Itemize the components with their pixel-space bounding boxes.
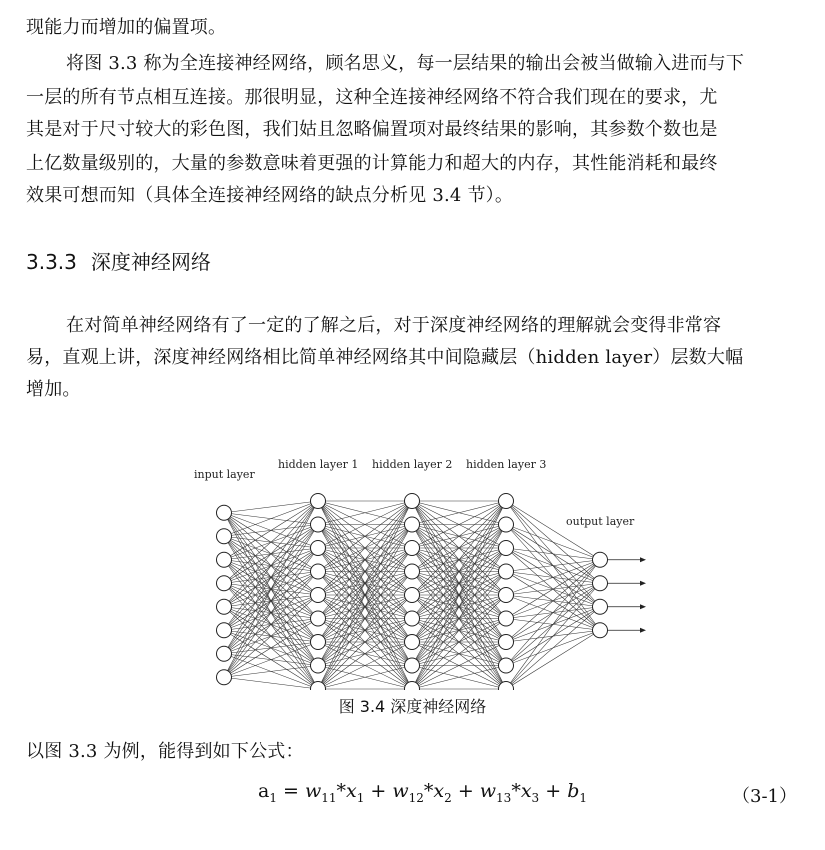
formula-lhs-sub: 1 (269, 790, 277, 805)
network-node (311, 517, 326, 532)
network-edge (224, 595, 318, 677)
network-edge (224, 525, 318, 678)
network-node (311, 564, 326, 579)
network-node (499, 564, 514, 579)
network-edge (506, 607, 600, 689)
network-edge (506, 630, 600, 689)
network-edge (506, 560, 600, 642)
text-line: 将图 3.3 称为全连接神经网络，顾名思义，每一层结果的输出会被当做输入进而与下 (66, 53, 745, 74)
network-node (405, 517, 420, 532)
output-arrows (608, 557, 647, 633)
formula-input: x (520, 780, 532, 802)
network-edge (224, 666, 318, 678)
text-line: 易，直观上讲，深度神经网络相比简单神经网络其中间隐藏层（hidden layer）层数大幅 (26, 347, 744, 368)
network-edge (224, 677, 318, 689)
formula-input: x (346, 780, 357, 802)
network-edge (506, 560, 600, 572)
network-edge (506, 548, 600, 560)
network-edge (506, 583, 600, 689)
text-line: 以图 3.3 为例，能得到如下公式： (26, 741, 304, 762)
network-edge (506, 501, 600, 560)
network-node (405, 611, 420, 626)
network-edge (224, 501, 318, 536)
formula-input: x (433, 780, 445, 802)
output-arrowhead (640, 604, 646, 609)
formula-input-sub: 3 (531, 790, 540, 805)
hidden-layer-2-label: hidden layer 2 (372, 458, 453, 471)
network-node (499, 588, 514, 603)
network-node (217, 623, 232, 638)
network-node (311, 658, 326, 673)
network-edge (224, 548, 318, 677)
hidden-layer-3-label: hidden layer 3 (466, 458, 547, 471)
formula-weight-sub: 13 (496, 790, 512, 805)
text-line: 现能力而增加的偏置项。 (26, 17, 227, 38)
section-heading (26, 246, 211, 275)
network-edge (224, 619, 318, 678)
network-edge (224, 501, 318, 560)
text-line: 上亿数量级别的，大量的参数意味着更强的计算能力和超大的内存，其性能消耗和最终 (26, 153, 718, 174)
text-line: 效果可想而知（具体全连接神经网络的缺点分析见 3.4 节）。 (26, 185, 514, 206)
network-node (217, 505, 232, 520)
text-line: 一层的所有节点相互连接。那很明显，这种全连接神经网络不符合我们现在的要求，尤 (26, 87, 718, 108)
network-node (217, 599, 232, 614)
formula: $a_1 = w_{11}*x_1 + w_{12}*x_2 + w_{13}*x_3 + b_1$ (258, 780, 587, 805)
network-node (405, 564, 420, 579)
network-node (405, 588, 420, 603)
figure-caption: 图 3.4 深度神经网络 (338, 697, 487, 716)
formula-input-sub: 2 (444, 790, 452, 805)
network-edge (506, 560, 600, 689)
formula-lhs: a (258, 780, 270, 802)
network-node (217, 576, 232, 591)
network-edge (224, 501, 318, 513)
network-node (311, 611, 326, 626)
network-edge (224, 642, 318, 677)
network-edge (224, 501, 318, 607)
formula-bias: b (567, 780, 580, 802)
network-node (217, 670, 232, 685)
network-node (405, 494, 420, 509)
formula-bias-sub: 1 (579, 790, 587, 805)
network-edge (224, 501, 318, 654)
equation-number: （3-1） (732, 786, 797, 807)
neural-network-diagram (180, 450, 660, 690)
network-node (499, 494, 514, 509)
network-node (593, 599, 608, 614)
network-node (593, 552, 608, 567)
network-edge (224, 501, 318, 630)
network-node (311, 494, 326, 509)
formula-weight: w (479, 780, 497, 802)
network-node (593, 576, 608, 591)
section-number: 3.3.3 (26, 250, 77, 274)
network-node (405, 635, 420, 650)
input-layer-label: input layer (194, 468, 255, 481)
output-layer-label: output layer (566, 515, 635, 528)
text-line: 增加。 (26, 379, 81, 400)
network-edge (224, 501, 318, 583)
section-title: 深度神经网络 (90, 250, 211, 274)
network-node (217, 529, 232, 544)
formula-input-sub: 1 (356, 790, 365, 805)
network-node (499, 611, 514, 626)
output-arrowhead (640, 581, 646, 586)
network-node (405, 541, 420, 556)
network-edge (506, 560, 600, 619)
text-line: 在对简单神经网络有了一定的了解之后，对于深度神经网络的理解就会变得非常容 (66, 315, 722, 336)
output-arrowhead (640, 628, 646, 633)
output-arrowhead (640, 557, 646, 562)
network-edge (506, 560, 600, 666)
formula-weight-sub: 11 (321, 790, 337, 805)
hidden-layer-1-label: hidden layer 1 (278, 458, 359, 471)
formula-weight-sub: 12 (408, 790, 424, 805)
formula-weight: w (304, 780, 322, 802)
network-node (499, 635, 514, 650)
network-edge (224, 572, 318, 678)
network-edge (506, 525, 600, 560)
network-node (499, 658, 514, 673)
formula-weight: w (392, 780, 409, 802)
network-node (499, 517, 514, 532)
network-node (499, 541, 514, 556)
network-node (405, 658, 420, 673)
network-node (217, 646, 232, 661)
network-node (217, 552, 232, 567)
network-edge (224, 501, 318, 677)
network-node (593, 623, 608, 638)
network-edge (506, 560, 600, 595)
text-line: 其是对于尺寸较大的彩色图，我们姑且忽略偏置项对最终结果的影响，其参数个数也是 (26, 119, 718, 140)
network-node (311, 541, 326, 556)
network-node (311, 635, 326, 650)
network-node (311, 588, 326, 603)
